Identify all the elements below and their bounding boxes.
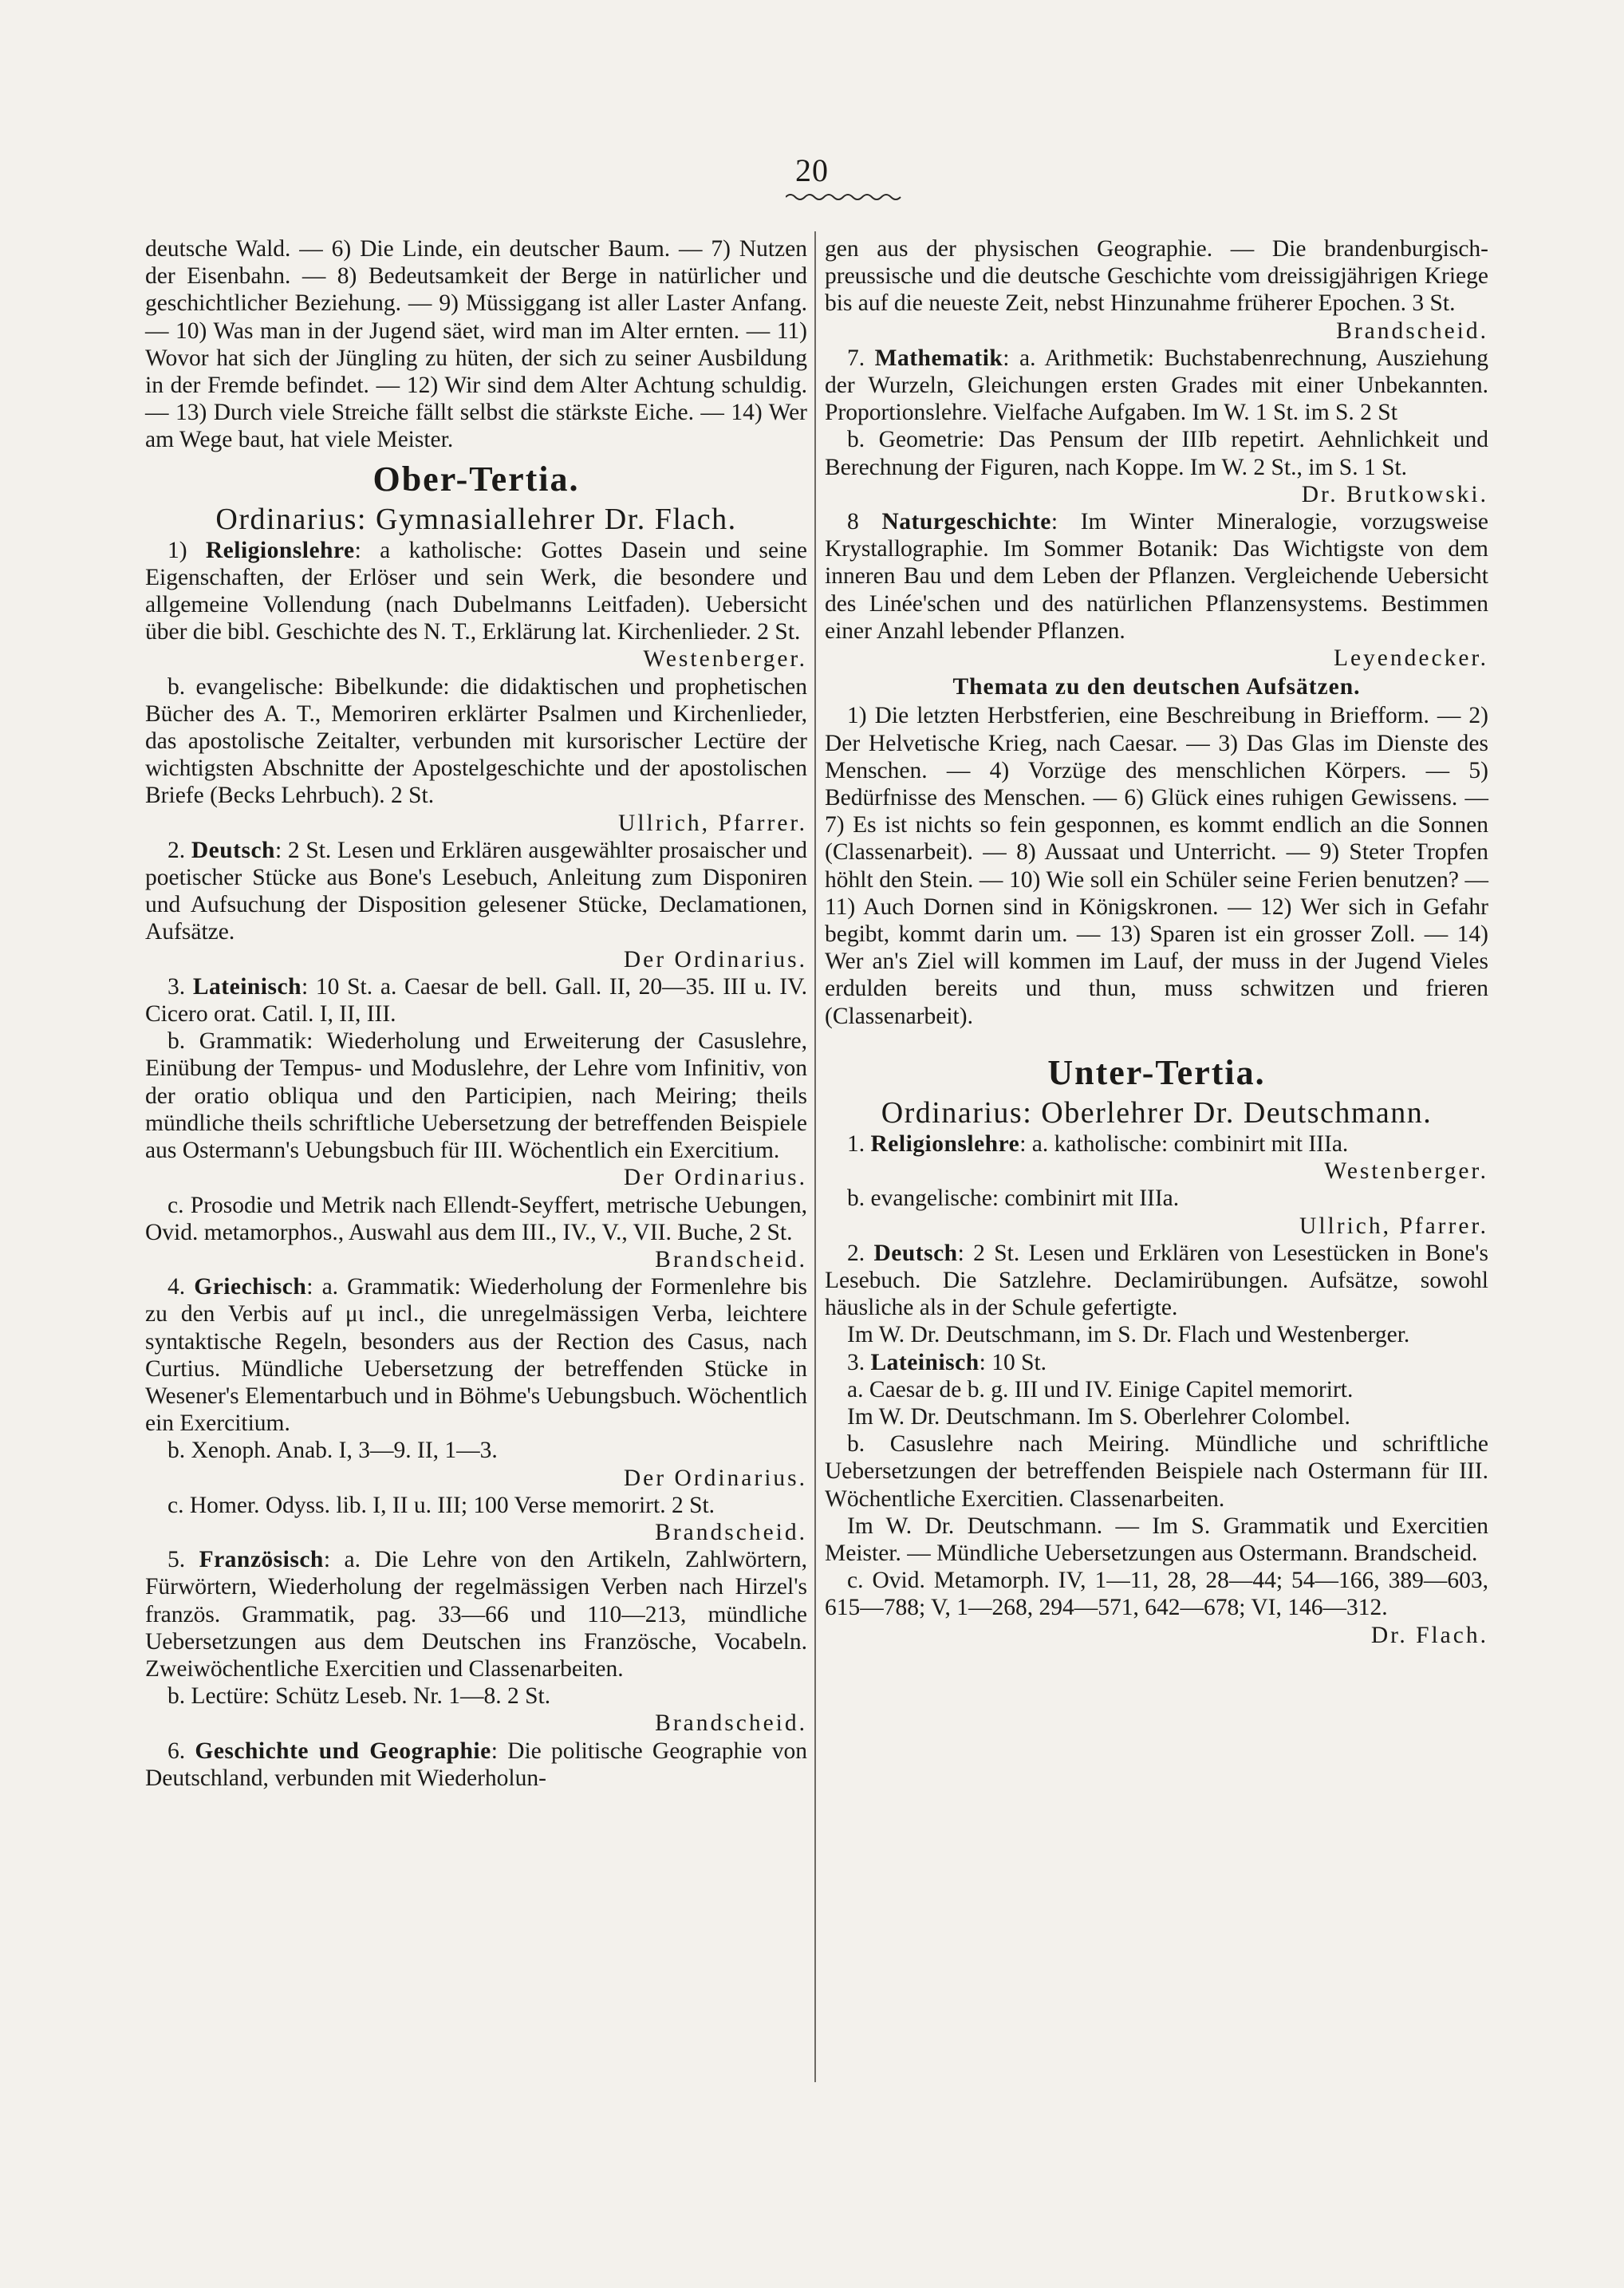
wavy-rule-ornament (786, 191, 905, 203)
page-number: 20 (795, 152, 829, 188)
teacher-signature: Brandscheid. (1336, 318, 1488, 344)
latin-casuslehre-teachers: Im W. Dr. Deutschmann. — Im S. Grammatik und Exercitien Meister. — Mündliche Uebersetzungen aus Ostermann. Brandscheid. (825, 1513, 1488, 1566)
subject-german: Deutsch (873, 1240, 958, 1266)
greek-paragraph: 4. Griechisch: a. Grammatik: Wiederholung der Formenlehre bis zu den Verbis auf μι incl., die unregelmässigen Verba, leichtere syntaktische Regeln, besonders aus der Rection des Casus, nach Curtius. Mündliche Uebersetzung der betreffenden Stücke in Wesener's Elementarbuch und in Böhme's Uebungsbuch. Wöchentlich ein Exercitium. (145, 1274, 808, 1437)
german-paragraph: 2. Deutsch: 2 St. Lesen und Erklären von Lesestücken in Bone's Lesebuch. Die Satzlehre. Declamirübungen. Aufsätze, sowohl häusliche als in der Schule gefertigte. (825, 1240, 1488, 1321)
natural-history-paragraph: 8 Naturgeschichte: Im Winter Mineralogie, vorzugsweise Krystallographie. Im Sommer Botanik: Das Wichtigste von dem inneren Bau und dem Leben der Pflanzen. Vergleichende Uebersicht des Linée'schen und des natürlichen Pflanzensystems. Bestimmen einer Anzahl lebender Pflanzen. (825, 509, 1488, 644)
subject-german: Deutsch (191, 837, 275, 863)
subject-greek: Griechisch (194, 1274, 307, 1300)
subject-math: Mathematik (874, 345, 1003, 371)
teacher-signature: Westenberger. (1324, 1158, 1488, 1185)
subject-religion: Religionslehre (205, 537, 355, 563)
latin-casuslehre: b. Casuslehre nach Meiring. Mündliche und schriftliche Uebersetzungen der betreffenden Beispiele nach Ostermann für III. Wöchentliche Exercitien. Classenarbeiten. (825, 1431, 1488, 1512)
history-continuation: gen aus der physischen Geographie. — Die brandenburgisch-preussische und die deutsche Geschichte vom dreissigjährigen Kriege bis auf die neueste Zeit, nebst Hinzunahme früherer Epochen. 3 St. (825, 236, 1488, 317)
religion-paragraph: 1. Religionslehre: a. katholische: combinirt mit IIIa. (847, 1130, 1349, 1157)
teacher-signature: Der Ordinarius. (623, 1465, 807, 1491)
teacher-signature: Brandscheid. (655, 1710, 807, 1737)
right-column (825, 235, 1488, 1649)
latin-paragraph: 3. Lateinisch: 10 St. (847, 1349, 1047, 1375)
left-column (145, 235, 807, 1792)
german-teachers: Im W. Dr. Deutschmann, im S. Dr. Flach und Westenberger. (847, 1322, 1410, 1348)
latin-prosody: c. Prosodie und Metrik nach Ellendt-Seyffert, metrische Uebungen, Ovid. metamorphos., Auswahl aus dem III., IV., V., VII. Buche, 2 St. (145, 1192, 807, 1245)
intro-paragraph: deutsche Wald. — 6) Die Linde, ein deutscher Baum. — 7) Nutzen der Eisenbahn. — 8) Bedeutsamkeit der Berge in natürlicher und geschichtlicher Beziehung. — 9) Müssiggang ist aller Laster Anfang. — 10) Was man in der Jugend säet, wird man im Alter ernten. — 11) Wovor hat sich der Jüngling zu hüten, der sich zu seiner Ausbildung in der Fremde befindet. — 12) Wir sind dem Alter Achtung schuldig. — 13) Durch viele Streiche fällt selbst die stärkste Eiche. — 14) Wer am Wege baut, hat viele Meister. (145, 236, 807, 453)
math-geometry: b. Geometrie: Das Pensum der IIIb repetirt. Aehnlichkeit und Berechnung der Figuren, nach Koppe. Im W. 2 St., im S. 1 St. (825, 427, 1488, 480)
section-heading-unter-tertia: Unter-Tertia. (1047, 1052, 1266, 1092)
subject-history-geography: Geschichte und Geographie (195, 1738, 491, 1764)
ordinarius-line: Ordinarius: Gymnasiallehrer Dr. Flach. (215, 502, 737, 536)
subject-religion: Religionslehre (870, 1130, 1020, 1157)
french-paragraph: 5. Französisch: a. Die Lehre von den Artikeln, Zahlwörtern, Fürwörtern, Wiederholung der regelmässigen Verben nach Hirzel's französ. Grammatik, pag. 33—66 und 110—213, mündliche Uebersetzungen aus dem Deutschen ins Französche, Vocabeln. Zweiwöchentliche Exercitien und Classenarbeiten. (145, 1547, 807, 1682)
teacher-signature: Ullrich, Pfarrer. (1299, 1213, 1488, 1239)
essay-topics-list: 1) Die letzten Herbstferien, eine Beschreibung in Briefform. — 2) Der Helvetische Krieg, nach Caesar. — 3) Das Glas im Dienste des Menschen. — 4) Vorzüge des menschlichen Körpers. — 5) Bedürfnisse des Menschen. — 6) Glück eines ruhigen Gewissens. — 7) Es ist nichts so fein gesponnen, es kommt endlich an die Sonnen (Classenarbeit). — 8) Aussaat und Unterricht. — 9) Steter Tropfen höhlt den Stein. — 10) Wie soll ein Schüler seine Ferien benutzen? — 11) Auch Dornen sind in Königskronen. — 12) Wer sich in Gefahr begibt, kommt darin um. — 13) Sparen ist ein grosser Zoll. — 14) Wer an's Ziel will kommen im Lauf, der muss in der Jugend Vieles erdulden bereits und thun, muss schwitzen und frieren (Classenarbeit). (825, 703, 1488, 1029)
latin-caesar-teachers: Im W. Dr. Deutschmann. Im S. Oberlehrer Colombel. (847, 1403, 1350, 1430)
latin-caesar: a. Caesar de b. g. III und IV. Einige Capitel memorirt. (847, 1376, 1354, 1402)
section-heading-ober-tertia: Ober-Tertia. (372, 459, 580, 499)
subject-latin: Lateinisch (192, 973, 302, 1000)
teacher-signature: Leyendecker. (1333, 645, 1488, 672)
teacher-signature: Brandscheid. (655, 1246, 807, 1272)
column-divider (814, 231, 816, 2082)
subject-french: Französisch (199, 1547, 324, 1573)
teacher-signature: Westenberger. (643, 646, 807, 673)
religion-evangelical: b. evangelische: combinirt mit IIIa. (847, 1185, 1180, 1212)
subject-natural-history: Naturgeschichte (881, 509, 1051, 535)
french-reading: b. Lectüre: Schütz Leseb. Nr. 1—8. 2 St. (168, 1683, 551, 1710)
latin-grammar: b. Grammatik: Wiederholung und Erweiterung der Casuslehre, Einübung der Tempus- und Moduslehre, der Lehre vom Infinitiv, von der oratio obliqua und den Participien, nach Meiring; theils mündliche theils schriftliche Uebersetzung der betreffenden Beispiele aus Ostermann's Uebungsbuch für III. Wöchentlich ein Exercitium. (145, 1028, 807, 1164)
teacher-signature: Dr. Brutkowski. (1301, 481, 1488, 507)
teacher-signature: Ullrich, Pfarrer. (618, 810, 807, 836)
subject-latin: Lateinisch (870, 1349, 980, 1375)
teacher-signature: Brandscheid. (655, 1519, 807, 1545)
greek-homer: c. Homer. Odyss. lib. I, II u. III; 100 Verse memorirt. 2 St. (168, 1492, 715, 1518)
latin-paragraph: 3. Lateinisch: 10 St. a. Caesar de bell. Gall. II, 20—35. III u. IV. Cicero orat. Catil. I, II, III. (145, 973, 807, 1028)
german-paragraph: 2. Deutsch: 2 St. Lesen und Erklären ausgewählter prosaischer und poetischer Stücke aus Bone's Lesebuch, Anleitung zum Disponiren und Aufsuchung der Disposition gelesener Stücke, Declamationen, Aufsätze. (145, 837, 808, 945)
history-paragraph: 6. Geschichte und Geographie: Die politische Geographie von Deutschland, verbunden mit Wiederholun- (145, 1738, 808, 1791)
teacher-signature: Der Ordinarius. (623, 946, 807, 972)
teacher-signature: Dr. Flach. (1370, 1622, 1488, 1648)
greek-xenophon: b. Xenoph. Anab. I, 3—9. II, 1—3. (168, 1438, 498, 1464)
religion-evangelical: b. evangelische: Bibelkunde: die didaktischen und prophetischen Bücher des A. T., Memoriren erklärter Psalmen und Kirchenlieder, das apostolische Zeitalter, verbunden mit kursorischer Lectüre der wichtigsten Abschnitte der Apostelgeschichte und der apostolischen Briefe (Becks Lehrbuch). 2 St. (145, 673, 807, 809)
ordinarius-line: Ordinarius: Oberlehrer Dr. Deutschmann. (881, 1095, 1433, 1130)
latin-ovid: c. Ovid. Metamorph. IV, 1—11, 28, 28—44; 54—166, 389—603, 615—788; V, 1—268, 294—571, 642—678; VI, 146—312. (825, 1568, 1488, 1621)
essay-topics-heading: Themata zu den deutschen Aufsätzen. (952, 674, 1361, 700)
math-paragraph: 7. Mathematik: a. Arithmetik: Buchstabenrechnung, Ausziehung der Wurzeln, Gleichungen ersten Grades mit einer Unbekannten. Proportionslehre. Vielfache Aufgaben. Im W. 1 St. im S. 2 St (825, 345, 1489, 426)
religion-paragraph: 1) Religionslehre: a katholische: Gottes Dasein und seine Eigenschaften, der Erlöser und sein Werk, die besondere und allgemeine Vollendung (nach Dubelmanns Leitfaden). Uebersicht über die bibl. Geschichte des N. T., Erklärung lat. Kirchenlieder. 2 St. (145, 537, 807, 645)
teacher-signature: Der Ordinarius. (623, 1165, 807, 1191)
